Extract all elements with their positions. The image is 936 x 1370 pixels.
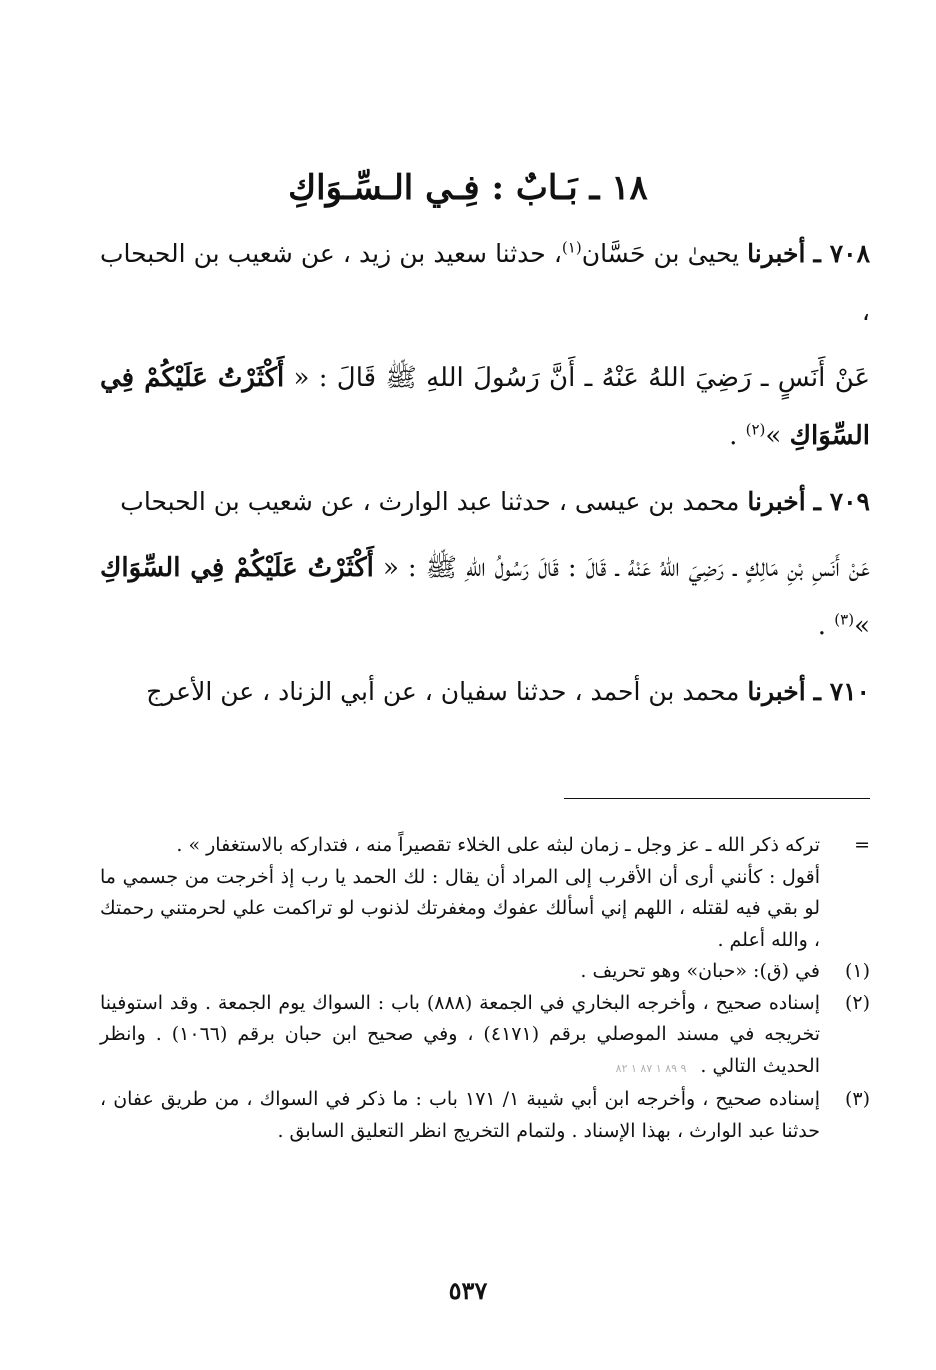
footnote-mark: (٢)	[844, 991, 870, 1014]
isnad-text: محمد بن عيسى ، حدثنا عبد الوارث ، عن شعيب بن الحبحاب	[120, 487, 740, 516]
matn-close: .	[729, 421, 746, 451]
matn-quote: أَكْثَرْتُ عَلَيْكُمْ فِي السِّوَاكِ	[100, 553, 374, 583]
matn-text: عَنْ أَنَسٍ ـ رَضِيَ اللهُ عَنْهُ ـ أَنَّ رَسُولَ اللهِ ﷺ قَالَ : «	[284, 363, 870, 393]
matn-close: .	[817, 611, 835, 641]
footnote-mark: (٣)	[844, 1088, 870, 1110]
hadith-709-isnad	[100, 473, 870, 531]
footnote-text: في (ق): «حبان» وهو تحريف .	[580, 960, 820, 982]
hadith-708-isnad	[100, 225, 870, 341]
matn-end: »	[765, 421, 790, 451]
page-number: ٥٣٧	[448, 1276, 488, 1305]
chapter-title: ١٨ ـ بَـابٌ : فِـي الـسِّـوَاكِ	[288, 168, 648, 208]
footnote-2	[100, 988, 870, 1085]
footnote-text: إسناده صحيح ، وأخرجه البخاري في الجمعة (٨٨٨) باب : السواك يوم الجمعة . وقد استوفينا تخريجه في مسند الموصلي برقم (٤١٧١) ، وفي صحيح ابن حبان برقم (١٠٦٦) . وانظر الحديث التالي .	[100, 991, 821, 1077]
continuation-line: أقول : كأنني أرى أن الأقرب إلى المراد أن يقال : لك الحمد يا رب إذ أخرجت من جسمي ما لو بقي فيه لقتله ، اللهم إني أسألك عفوك ومغفرتك لذنوب لو تراكمت علي لحرمتني رحمتك ، والله أعلم .	[100, 865, 820, 951]
continuation-line: تركه ذكر الله ـ عز وجل ـ زمان لبثه على الخلاء تقصيراً منه ، فتداركه بالاستغفار » .	[176, 834, 820, 856]
hadith-number: ٧١٠ ـ	[813, 677, 870, 706]
footnote-separator	[564, 798, 870, 799]
hadith-710-isnad	[100, 663, 870, 721]
hadith-708-matn	[100, 349, 870, 465]
footnote-mark: (١)	[844, 960, 870, 982]
footnote-ref[interactable]: (٢)	[745, 420, 766, 439]
footnotes	[100, 830, 870, 1147]
hadith-709-matn	[100, 539, 870, 655]
footnote-1	[100, 956, 870, 988]
handwritten-marginalia: ٩ ٨٩ ١ ٨٧ ١ ٨٢	[615, 1061, 687, 1075]
hadith-lead: أخبرنا	[747, 677, 806, 706]
isnad-rest: ، حدثنا سعيد بن زيد ، عن شعيب بن الحبحاب ،	[100, 239, 870, 326]
footnote-ref[interactable]: (١)	[561, 238, 582, 257]
matn-quote: أَكْثَرْتُ عَلَيْكُمْ فِي السِّوَاكِ	[100, 363, 870, 451]
hadith-lead: أخبرنا	[747, 239, 806, 268]
hadith-number: ٧٠٩ ـ	[813, 487, 870, 516]
isnad-text: محمد بن أحمد ، حدثنا سفيان ، عن أبي الزناد ، عن الأعرج	[146, 677, 740, 706]
matn-text: عَنْ أَنَسِ بْنِ مَالِكٍ ـ رَضِيَ اللهُ عَنْهُ ـ قَالَ : قَالَ رَسُولُ اللهِ ﷺ : «	[373, 553, 870, 583]
footnote-continuation	[100, 830, 870, 956]
footnote-ref[interactable]: (٣)	[834, 610, 855, 629]
hadith-number: ٧٠٨ ـ	[813, 239, 871, 268]
footnote-3	[100, 1084, 870, 1147]
hadith-lead: أخبرنا	[747, 487, 806, 516]
footnote-text: إسناده صحيح ، وأخرجه ابن أبي شيبة ١/ ١٧١ باب : ما ذكر في السواك ، من طريق عفان ، حدثنا عبد الوارث ، بهذا الإسناد . ولتمام التخريج انظر التعليق السابق .	[100, 1088, 820, 1142]
continuation-mark: =	[854, 834, 870, 856]
matn-end: »	[854, 611, 870, 641]
isnad-text: يحيىٰ بن حَسَّان	[581, 239, 740, 268]
main-text	[100, 225, 870, 729]
